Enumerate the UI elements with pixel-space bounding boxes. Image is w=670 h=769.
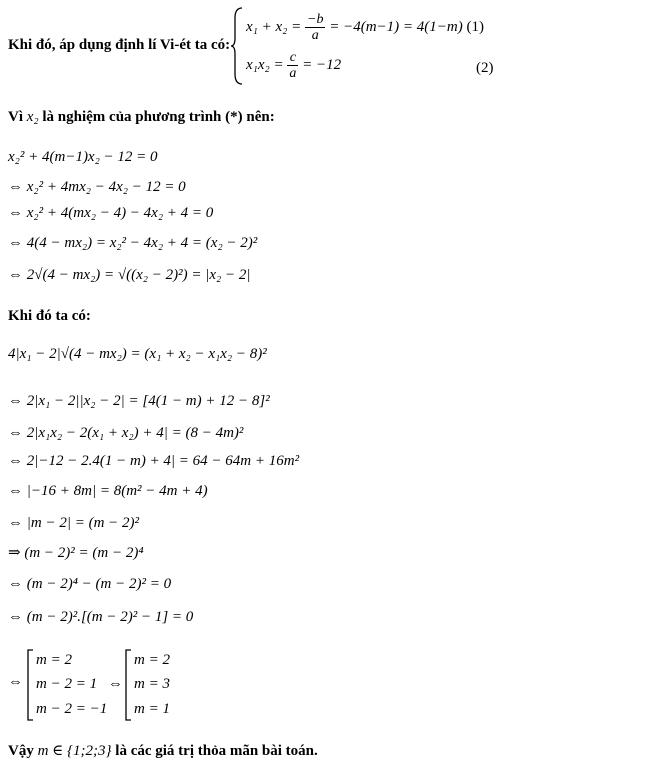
step1-line: ⇔ x₂² + 4mx₂ − 4x₂ − 12 = 0 — [8, 179, 186, 195]
because-line: Vì x₂ là nghiệm của phương trình (*) nên: — [8, 109, 275, 125]
step1-line: ⇔ 2√(4 − mx₂) = √((x₂ − 2)²) = |x₂ − 2| — [8, 267, 251, 283]
step2-line: ⇔ |m − 2| = (m − 2)² — [8, 515, 140, 531]
vieta-product-row: x₁x₂ = $\frac{c}{a}$ = −12 — [246, 50, 342, 81]
case-left-item: m = 2 — [36, 652, 72, 668]
step2-line: ⇔ (m − 2)².[(m − 2)² − 1] = 0 — [8, 609, 194, 625]
tag-1: (1) — [466, 18, 484, 35]
step2-line: ⇔ 2|−12 − 2.4(1 − m) + 4| = 64 − 64m + 16m² — [8, 453, 300, 469]
case-arrow-2: ⇔ — [108, 676, 123, 692]
frac-c-a: $\frac{c}{a}$ — [289, 50, 297, 81]
case-bracket-right — [124, 648, 132, 722]
solution-set: m ∈ {1;2;3} — [37, 743, 112, 759]
step2-line: ⇒ (m − 2)² = (m − 2)⁴ — [8, 545, 144, 561]
step1-line: ⇔ x₂² + 4(mx₂ − 4) − 4x₂ + 4 = 0 — [8, 205, 214, 221]
vieta-sum-row: x₁ + x₂ = $\frac{-b}{a}$ = −4(m−1) = 4(1−m) (1) — [246, 12, 484, 43]
case-bracket-left — [26, 648, 34, 722]
sum-rhs: = −4(m−1) = 4(1−m) — [329, 18, 463, 35]
step2-line: ⇔ 2|x₁ − 2||x₂ − 2| = [4(1 − m) + 12 − 8]² — [8, 393, 270, 409]
sum-lhs: x₁ + x₂ — [246, 18, 288, 35]
case-left-item: m − 2 = −1 — [36, 701, 108, 717]
conclusion-line: Vậy m ∈ {1;2;3} là các giá trị thỏa mãn bài toán. — [8, 743, 318, 759]
step1-line: ⇔ 4(4 − mx₂) = x₂² − 4x₂ + 4 = (x₂ − 2)² — [8, 235, 258, 251]
system-brace — [230, 6, 244, 86]
case-arrow-1: ⇔ — [8, 674, 23, 690]
step1-line: x₂² + 4(m−1)x₂ − 12 = 0 — [8, 149, 158, 165]
case-right-item: m = 2 — [134, 652, 170, 668]
var-x2: x₂ — [26, 109, 39, 125]
step2-line: ⇔ 2|x₁x₂ − 2(x₁ + x₂) + 4| = (8 − 4m)² — [8, 425, 244, 441]
case-left-item: m − 2 = 1 — [36, 676, 98, 692]
case-right-item: m = 1 — [134, 701, 170, 717]
step2-line: ⇔ (m − 2)⁴ − (m − 2)² = 0 — [8, 576, 172, 592]
step2-line: 4|x₁ − 2|√(4 − mx₂) = (x₁ + x₂ − x₁x₂ − 8)² — [8, 346, 267, 362]
then-line: Khi đó ta có: — [8, 308, 91, 324]
prod-lhs: x₁x₂ — [246, 56, 270, 73]
case-right-item: m = 3 — [134, 676, 170, 692]
intro-text: Khi đó, áp dụng định lí Vi-ét ta có: — [8, 37, 231, 53]
prod-rhs: = −12 — [302, 56, 342, 73]
step2-line: ⇔ |−16 + 8m| = 8(m² − 4m + 4) — [8, 483, 208, 499]
frac-b-a: $\frac{-b}{a}$ — [307, 12, 324, 43]
tag-2: (2) — [476, 60, 494, 76]
